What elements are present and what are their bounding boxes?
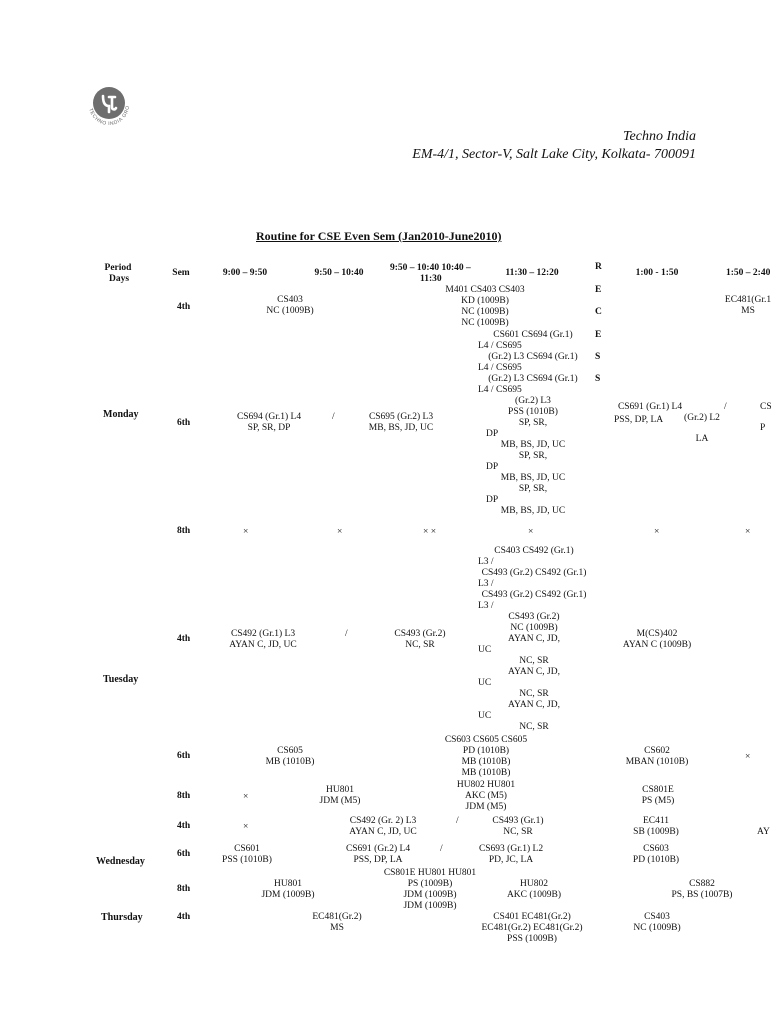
- col-header-period: Period: [104, 263, 132, 273]
- no-class-mark: ×: [745, 527, 751, 537]
- recess-letter: E: [595, 330, 602, 340]
- sem-label: 4th: [177, 821, 191, 831]
- no-class-mark: ×: [654, 527, 660, 537]
- class-cell: HU802 AKC (1009B): [506, 879, 562, 900]
- class-cell: CS801E PS (M5): [641, 785, 675, 806]
- slash-separator: /: [440, 844, 443, 854]
- class-cell: CS603 CS605 CS605 PD (1010B) MB (1010B) MB (1010B): [444, 735, 528, 778]
- class-cell: HU801 JDM (1009B): [261, 879, 315, 900]
- class-cell: EC481(Gr.2) MS: [312, 912, 362, 933]
- class-cell: M(CS)402 AYAN C (1009B): [622, 629, 692, 650]
- class-cell: AY: [757, 827, 770, 837]
- no-class-mark: ×: [243, 822, 249, 832]
- class-cell: CS693 (Gr.1) L2 PD, JC, LA: [478, 844, 544, 865]
- class-cell: CS P: [760, 402, 772, 433]
- class-cell: CS882 PS, BS (1007B): [671, 879, 733, 900]
- class-cell: (Gr.2) L2 LA: [684, 413, 720, 444]
- recess-letter: R: [595, 262, 602, 272]
- day-label-thursday: Thursday: [101, 912, 143, 923]
- class-cell: CS801E HU801 HU801 PS (1009B) JDM (1009B) JDM (1009B): [383, 868, 477, 911]
- class-cell: HU801 JDM (M5): [319, 785, 361, 806]
- no-class-mark: ×: [528, 527, 534, 537]
- slash-separator: /: [724, 402, 727, 412]
- recess-letter: E: [595, 285, 602, 295]
- col-header-slot: 9:50 – 10:40: [314, 268, 364, 278]
- no-class-mark: × ×: [423, 527, 437, 537]
- class-cell: CS403 NC (1009B): [633, 912, 681, 933]
- sem-label: 6th: [177, 751, 191, 761]
- lab-block: CS403 CS492 (Gr.1) L3 / CS493 (Gr.2) CS492 (Gr.1) L3 / CS493 (Gr.2) CS492 (Gr.1) L3 / CS493 (Gr.2) NC (1009B) AYAN C, JD, UC NC, SR AYAN C, JD, UC NC, SR AYAN C, JD, UC NC, SR: [478, 546, 587, 732]
- techno-india-logo: [82, 79, 134, 131]
- col-header-slot: 11:30: [420, 274, 442, 284]
- class-cell: EC481(Gr.1 MS: [724, 295, 772, 316]
- sem-label: 8th: [177, 526, 191, 536]
- class-cell: HU802 HU801 AKC (M5) JDM (M5): [456, 780, 516, 812]
- recess-letter: C: [595, 307, 602, 317]
- class-cell: CS605 MB (1010B): [265, 746, 315, 767]
- day-label-wednesday: Wednesday: [96, 856, 145, 867]
- col-header-slot: 11:30 – 12:20: [505, 268, 559, 278]
- col-header-slot: 9:50 – 10:40 10:40 –: [390, 263, 471, 273]
- recess-letter: S: [595, 352, 601, 362]
- class-cell: CS493 (Gr.1) NC, SR: [492, 816, 544, 837]
- class-cell: CS493 (Gr.2) NC, SR: [394, 629, 446, 650]
- no-class-mark: ×: [337, 527, 343, 537]
- class-cell: CS691 (Gr.1) L4 PSS, DP, LA: [614, 402, 683, 425]
- no-class-mark: ×: [243, 792, 249, 802]
- sem-label: 4th: [177, 634, 191, 644]
- class-cell: CS694 (Gr.1) L4 SP, SR, DP: [236, 412, 302, 433]
- class-cell: CS492 (Gr. 2) L3 AYAN C, JD, UC: [349, 816, 417, 837]
- no-class-mark: ×: [745, 752, 751, 762]
- slash-separator: /: [456, 816, 459, 826]
- slash-separator: /: [345, 629, 348, 639]
- class-cell: M401 CS403 CS403 KD (1009B) NC (1009B) NC (1009B): [445, 285, 525, 328]
- slash-separator: /: [332, 412, 335, 422]
- class-cell: EC411 SB (1009B): [633, 816, 679, 837]
- routine-title: Routine for CSE Even Sem (Jan2010-June2010): [256, 229, 502, 243]
- sem-label: 8th: [177, 791, 191, 801]
- col-header-slot: 1:50 – 2:40: [726, 268, 771, 278]
- sem-label: 4th: [177, 302, 191, 312]
- class-cell: CS401 EC481(Gr.2) EC481(Gr.2) EC481(Gr.2) PSS (1009B): [481, 912, 583, 944]
- col-header-sem: Sem: [172, 268, 190, 278]
- class-cell: CS601 PSS (1010B): [222, 844, 272, 865]
- class-cell: CS603 PD (1010B): [632, 844, 680, 865]
- sem-label: 4th: [177, 912, 191, 922]
- day-label-tuesday: Tuesday: [103, 674, 139, 685]
- col-header-slot: 9:00 – 9:50: [222, 268, 268, 278]
- recess-letter: S: [595, 374, 601, 384]
- class-cell: CS691 (Gr.2) L4 PSS, DP, LA: [345, 844, 411, 865]
- sem-label: 6th: [177, 849, 191, 859]
- sem-label: 8th: [177, 884, 191, 894]
- class-cell: CS492 (Gr.1) L3 AYAN C, JD, UC: [229, 629, 297, 650]
- day-label-monday: Monday: [103, 409, 139, 420]
- no-class-mark: ×: [243, 527, 249, 537]
- col-header-slot: 1:00 - 1:50: [635, 268, 679, 278]
- class-cell: CS403 NC (1009B): [266, 295, 314, 316]
- svg-text:TECHNO INDIA GROUP: TECHNO INDIA GRO: [87, 104, 132, 128]
- col-header-days: Days: [108, 274, 130, 284]
- institute-name: Techno India: [623, 129, 696, 144]
- class-cell: CS602 MBAN (1010B): [625, 746, 689, 767]
- sem-label: 6th: [177, 418, 191, 428]
- lab-block: CS601 CS694 (Gr.1) L4 / CS695 (Gr.2) L3 CS694 (Gr.1) L4 / CS695 (Gr.2) L3 CS694 (Gr.1) L4 / CS695 (Gr.2) L3 PSS (1010B) SP, SR, DP MB, BS, JD, UC SP, SR, DP MB, BS, JD, UC SP, SR, DP MB, BS, JD, UC: [478, 330, 578, 516]
- class-cell: CS695 (Gr.2) L3 MB, BS, JD, UC: [368, 412, 434, 433]
- institute-address: EM-4/1, Sector-V, Salt Lake City, Kolkata- 700091: [412, 147, 696, 162]
